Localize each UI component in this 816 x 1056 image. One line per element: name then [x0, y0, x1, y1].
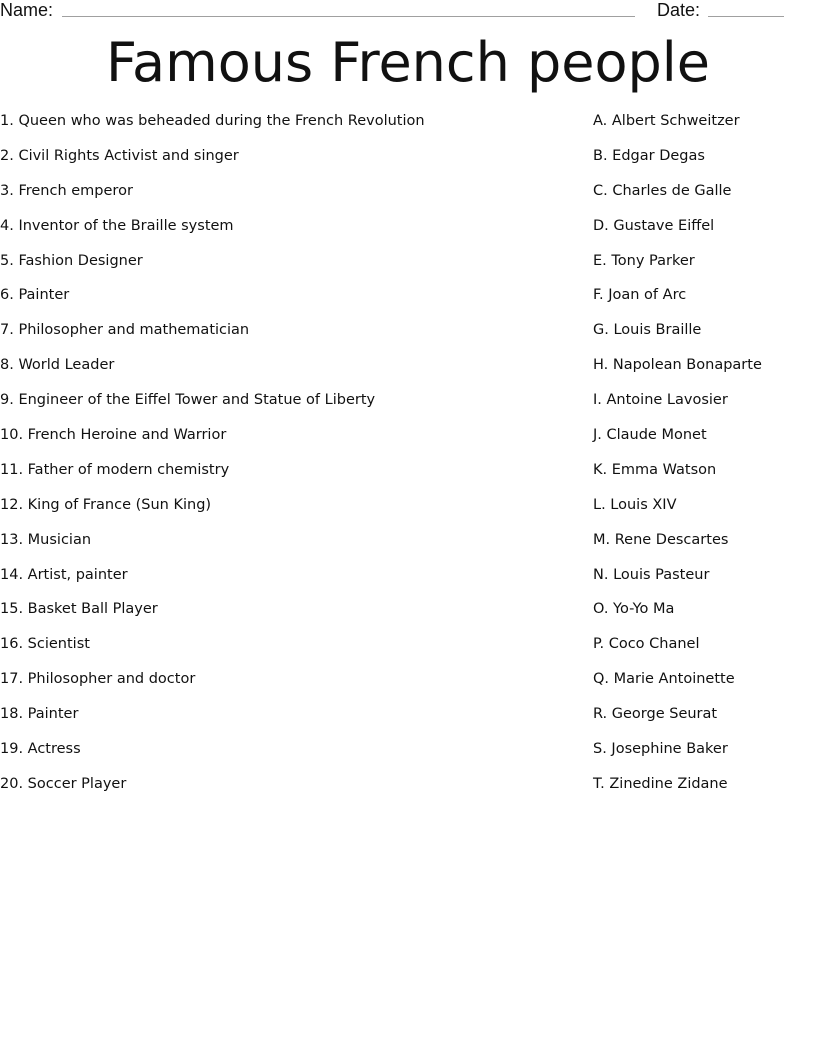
clue-item: 16. Scientist	[0, 636, 90, 653]
clue-item: 20. Soccer Player	[0, 775, 127, 792]
answer-item: R. George Seurat	[593, 706, 718, 723]
answer-item: D. Gustave Eiffel	[593, 217, 715, 234]
answer-item: C. Charles de Galle	[593, 182, 732, 199]
answer-item: G. Louis Braille	[593, 322, 702, 339]
answer-item: N. Louis Pasteur	[593, 566, 710, 583]
clue-item: 5. Fashion Designer	[0, 252, 143, 269]
clue-list	[0, 110, 560, 808]
clue-item: 13. Musician	[0, 531, 92, 548]
answer-item: E. Tony Parker	[593, 252, 695, 269]
date-label: Date:	[657, 0, 701, 20]
answer-item: O. Yo-Yo Ma	[593, 601, 675, 618]
clue-item: 10. French Heroine and Warrior	[0, 427, 227, 444]
clue-item: 6. Painter	[0, 287, 70, 304]
clue-item: 8. World Leader	[0, 357, 115, 374]
answer-item: M. Rene Descartes	[593, 531, 729, 548]
clue-item: 4. Inventor of the Braille system	[0, 217, 234, 234]
clue-item: 17. Philosopher and doctor	[0, 671, 196, 688]
clue-item: 12. King of France (Sun King)	[0, 496, 212, 513]
answer-list	[593, 110, 813, 808]
clue-item: 7. Philosopher and mathematician	[0, 322, 250, 339]
date-write-line[interactable]	[708, 16, 784, 17]
clue-item: 3. French emperor	[0, 182, 133, 199]
answer-item: A. Albert Schweitzer	[593, 113, 740, 129]
clue-item: 14. Artist, painter	[0, 566, 128, 583]
clue-item: 9. Engineer of the Eiffel Tower and Statue of Liberty	[0, 392, 376, 409]
name-write-line[interactable]	[62, 16, 635, 17]
clue-item: 11. Father of modern chemistry	[0, 461, 230, 478]
answer-item: H. Napolean Bonaparte	[593, 357, 762, 374]
clue-item: 18. Painter	[0, 706, 79, 723]
answer-item: T. Zinedine Zidane	[593, 775, 728, 792]
answer-item: K. Emma Watson	[593, 461, 717, 478]
answer-item: F. Joan of Arc	[593, 287, 687, 304]
answer-item: J. Claude Monet	[593, 427, 707, 444]
clue-item: 2. Civil Rights Activist and singer	[0, 147, 239, 164]
answer-item: I. Antoine Lavosier	[593, 392, 728, 409]
answer-item: Q. Marie Antoinette	[593, 671, 735, 688]
answer-item: S. Josephine Baker	[593, 741, 728, 758]
answer-item: B. Edgar Degas	[593, 147, 705, 164]
clue-item: 19. Actress	[0, 741, 81, 758]
name-label: Name:	[0, 0, 54, 20]
answer-item: L. Louis XIV	[593, 496, 677, 513]
clue-item: 1. Queen who was beheaded during the French Revolution	[0, 113, 425, 129]
answer-item: P. Coco Chanel	[593, 636, 700, 653]
worksheet-header	[0, 0, 816, 22]
clue-item: 15. Basket Ball Player	[0, 601, 158, 618]
page-title: Famous French people	[105, 31, 711, 94]
